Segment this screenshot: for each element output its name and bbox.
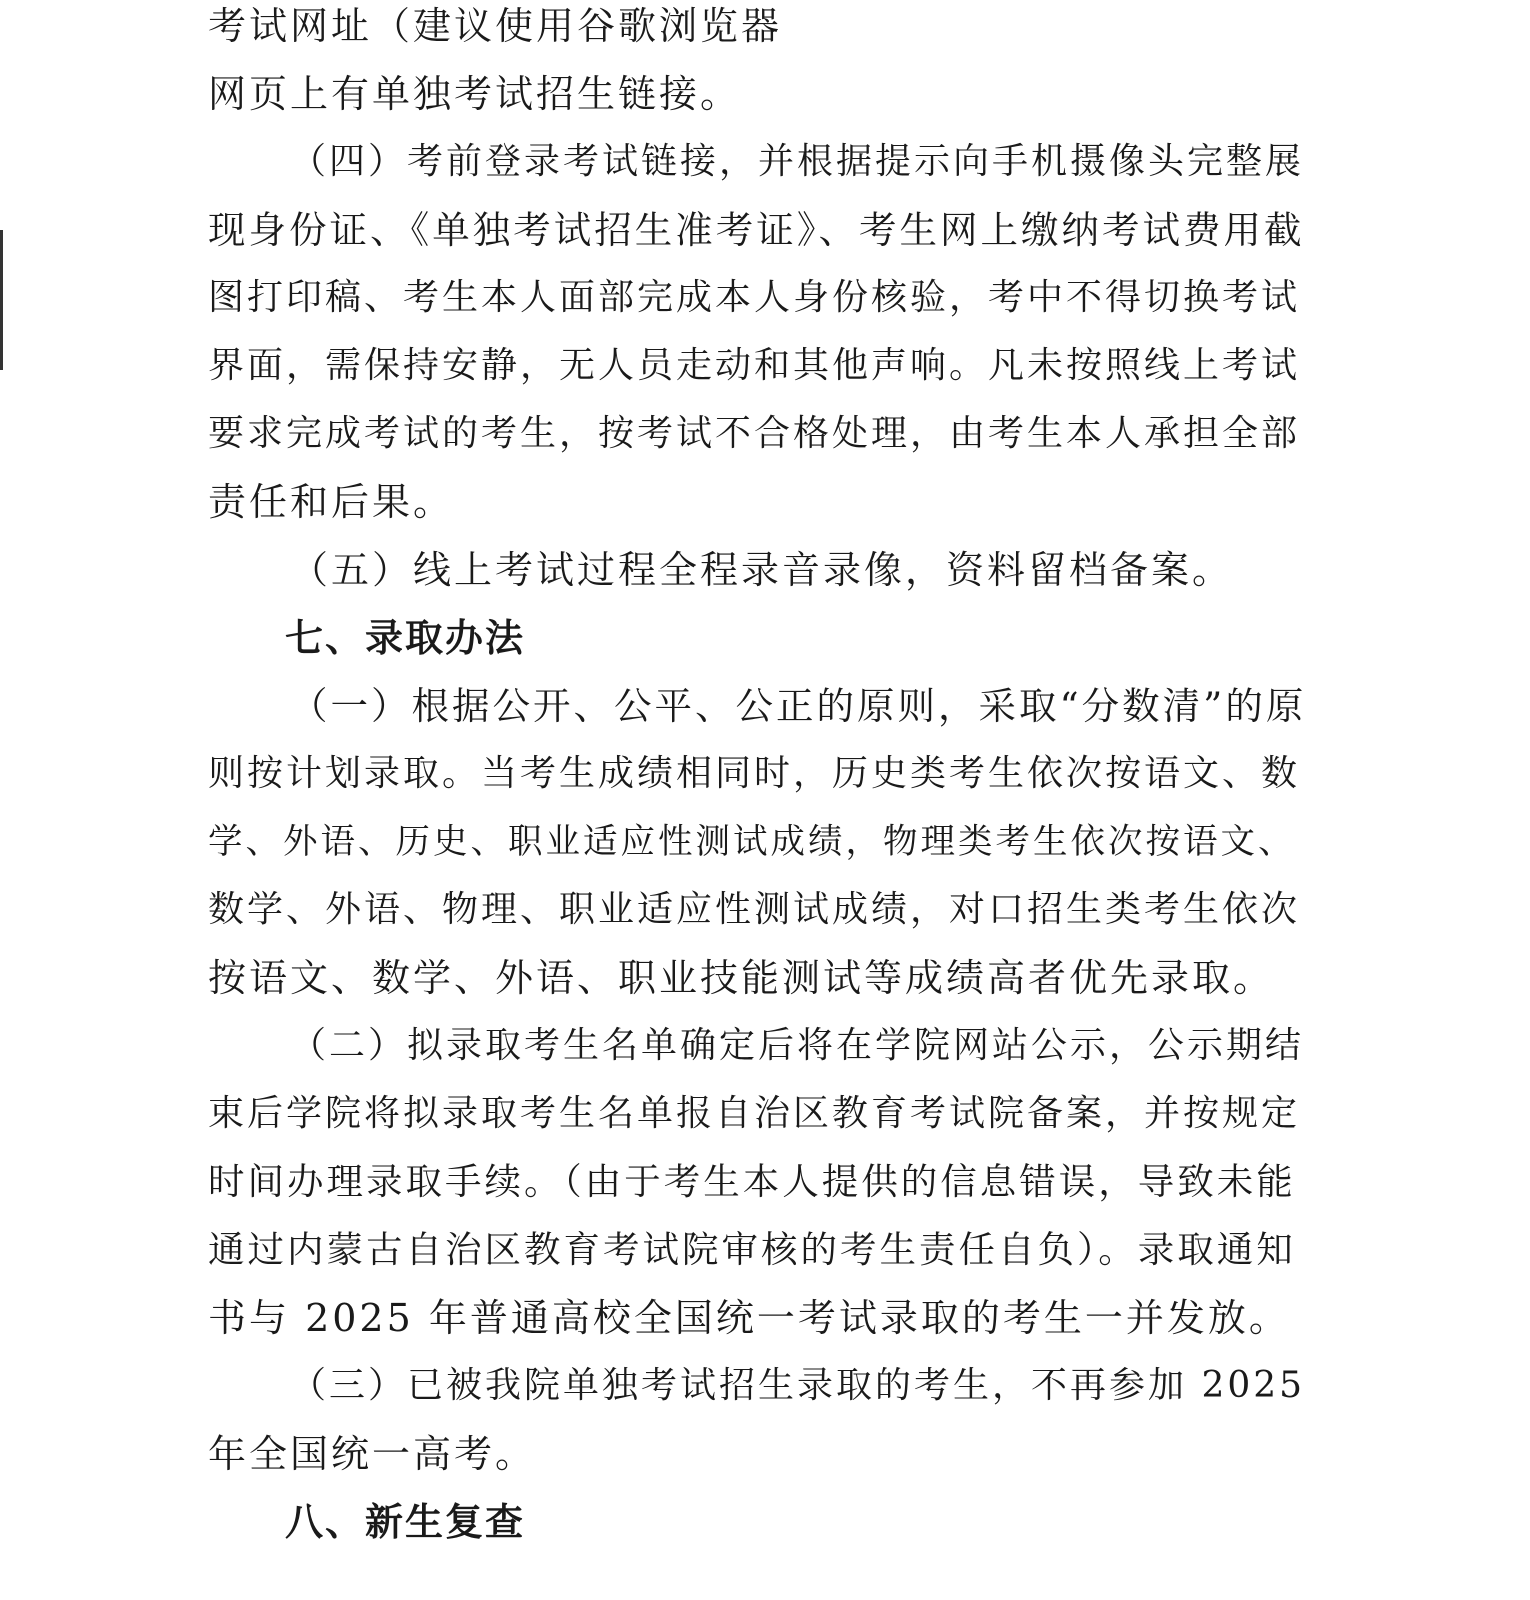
- paragraph-start: （二）拟录取考生名单确定后将在学院网站公示，公示期结: [290, 1025, 1305, 1066]
- paragraph-start: （一）根据公开、公平、公正的原则，采取“分数清”的原: [290, 684, 1307, 728]
- text-line: 则按计划录取。当考生成绩相同时，历史类考生依次按语文、数: [208, 753, 1301, 794]
- text-line: 通过内蒙古自治区教育考试院审核的考生责任自负）。录取通知: [208, 1228, 1296, 1271]
- paragraph-start: （三）已被我院单独考试招生录取的考生，不再参加 2025: [290, 1365, 1306, 1406]
- text-line: 网页上有单独考试招生链接。: [208, 72, 742, 116]
- text-line: 书与 2025 年普通高校全国统一考试录取的考生一并发放。: [208, 1296, 1290, 1340]
- text-line: 年全国统一高考。: [208, 1432, 537, 1476]
- text-line: 图打印稿、考生本人面部完成本人身份核验，考中不得切换考试: [208, 277, 1301, 318]
- text-line: 责任和后果。: [208, 480, 455, 524]
- paragraph-start: （五）线上考试过程全程录音录像，资料留档备案。: [290, 548, 1234, 592]
- text-line: 束后学院将拟录取考生名单报自治区教育考试院备案，并按规定: [208, 1093, 1301, 1134]
- text-line: 考试网址（建议使用谷歌浏览器: [208, 4, 783, 48]
- text-line: 按语文、数学、外语、职业技能测试等成绩高者优先录取。: [208, 956, 1275, 1000]
- section-heading: 七、录取办法: [285, 616, 526, 660]
- text-line: 界面，需保持安静，无人员走动和其他声响。凡未按照线上考试: [208, 345, 1301, 386]
- text-line: 要求完成考试的考生，按考试不合格处理，由考生本人承担全部: [208, 413, 1301, 454]
- text-line: 学、外语、历史、职业适应性测试成绩，物理类考生依次按语文、: [208, 822, 1296, 862]
- text-line: 数学、外语、物理、职业适应性测试成绩，对口招生类考生依次: [208, 889, 1301, 930]
- text-line: 时间办理录取手续。（由于考生本人提供的信息错误，导致未能: [208, 1160, 1296, 1203]
- paragraph-start: （四）考前登录考试链接，并根据提示向手机摄像头完整展: [290, 141, 1305, 182]
- text-line: 现身份证、《单独考试招生准考证》、考生网上缴纳考试费用截: [208, 208, 1305, 252]
- section-heading: 八、新生复查: [285, 1500, 526, 1544]
- scan-edge-mark: [0, 230, 3, 370]
